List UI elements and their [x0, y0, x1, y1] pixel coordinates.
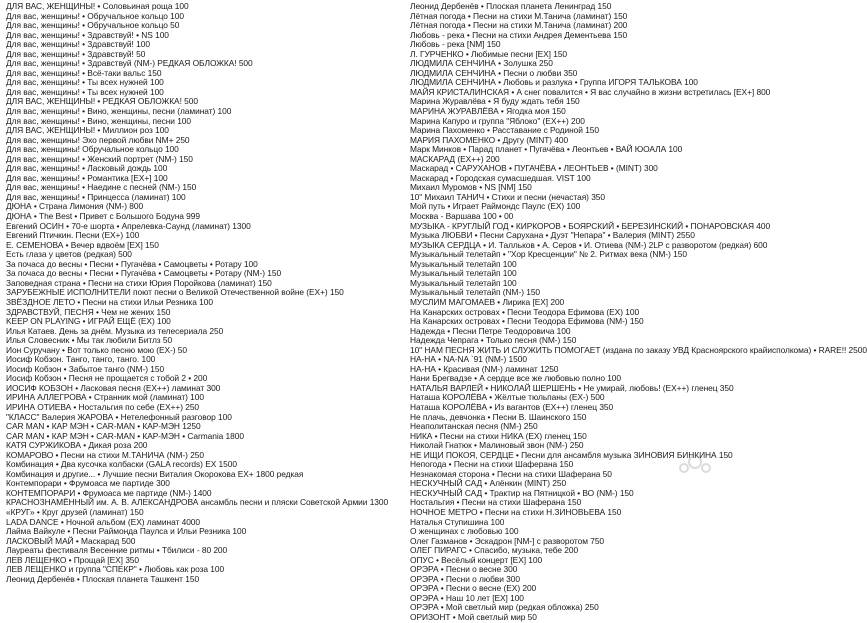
- list-item: Л. ГУРЧЕНКО • Любимые песни [EX] 150: [410, 48, 568, 59]
- list-item: МАРИЯ ПАХОМЕНКО • Другу (MINT) 400: [410, 134, 569, 145]
- list-item: Николай Гнатюк • Малиновый звон (NM-) 250: [410, 440, 584, 451]
- list-item: Любовь - река [NM] 150: [410, 39, 501, 50]
- list-item: Музыкальный телетайп 100: [410, 258, 517, 269]
- list-item: Для вас, женщины! • Обручальное кольцо 100: [6, 10, 184, 21]
- list-item: CAR MAN • КАР МЭН • CAR-MAN • КАР-МЭН • Carmania 1800: [6, 430, 244, 441]
- list-item: За почаса до весны • Песни • Пугачёва • Самоцветы • Ротару (NM-) 150: [6, 268, 282, 279]
- list-item: Комбинация • Два кусочка колбаски (GALA records) EX 1500: [6, 459, 237, 470]
- list-item: На Канарских островах • Песни Теодора Ефимова (EX) 100: [410, 306, 640, 317]
- list-item: Для вас, женщины! • Вино, женщины, песни 100: [6, 115, 192, 126]
- list-item: Мой путь • Играет Раймондс Паулс (EX) 100: [410, 201, 581, 212]
- list-item: Для вас, женщины! • Ласковый дождь 100: [6, 163, 168, 174]
- list-item: KEEP ON PLAYING • ИГРАЙ ЕЩЁ (EX) 100: [6, 316, 171, 327]
- list-item: Маскарад • САРУХАНОВ • ПУГАЧЁВА • ЛЕОНТЬЕВ • (MINT) 300: [410, 163, 658, 174]
- list-item: МУЗЫКА СЕРДЦА • И. Талльков • А. Серов • И. Отиева (NM-) 2LP с разворотом (редкая) 600: [410, 239, 768, 250]
- list-item: ДЮНА • Страна Лимония (NM-) 800: [6, 201, 144, 212]
- list-item: ОРЭРА • Наш 10 лет [EX] 100: [410, 592, 524, 603]
- list-item: Иосиф Кобзон. Танго, танго, танго. 100: [6, 354, 156, 365]
- list-item: О женщинах с любовью 100: [410, 526, 519, 537]
- list-item: "КЛАСС" Валерия ЖАРОВА • Нетелефонный разговор 100: [6, 411, 232, 422]
- list-item: Для вас, женщины! • Обручальное кольцо 50: [6, 20, 180, 31]
- list-item: Для вас, женщины! • Женский портрет (NM-) 150: [6, 153, 193, 164]
- list-item: За почаса до весны • Песни • Пугачёва • Самоцветы • Ротару 100: [6, 258, 258, 269]
- list-item: МАСКАРАД (EX++) 200: [410, 153, 500, 164]
- list-item: Евгений Птичкин. Песни (EX+) 100: [6, 230, 140, 241]
- list-item: Для вас, женщины! • Здравствуй (NM-) РЕДКАЯ ОБЛОЖКА! 500: [6, 58, 253, 69]
- list-item: CAR MAN • КАР МЭН • CAR-MAN • КАР-МЭН 1250: [6, 421, 201, 432]
- list-item: НЕСКУЧНЫЙ САД • Трактир на Пятницкой • ВО (NM-) 150: [410, 487, 634, 498]
- list-item: Для вас, женщины! • Наедине с песней (NM-) 150: [6, 182, 197, 193]
- list-item: ДЮНА • The Best • Привет с Большого Бодуна 999: [6, 211, 201, 222]
- list-item: ЛЕВ ЛЕЩЕНКО • Прощай [EX] 350: [6, 554, 140, 565]
- list-item: Музыкальный телетайп 100: [410, 268, 517, 279]
- list-item: Марк Минков • Парад планет • Пугачёва • Леонтьев • ВАЙ ЮОАЛА 100: [410, 144, 683, 155]
- list-item: ОРЭРА • Песни о весне 300: [410, 564, 518, 575]
- list-item: Контемпорари • Фрумоаса ме партиде 300: [6, 478, 170, 489]
- list-item: 10" НАМ ПЕСНЯ ЖИТЬ И СЛУЖИТЬ ПОМОГАЕТ (издана по заказу УВД Красноярского крайисполкома) • RARE!! 2500: [410, 344, 867, 355]
- list-item: ОРЭРА • Песни о любви 300: [410, 573, 520, 584]
- list-item: Надежда • Песни Петре Теодоровича 100: [410, 325, 571, 336]
- list-item: На Канарских островах • Песни Теодора Ефимова (NM-) 150: [410, 316, 644, 327]
- list-item: Ностальгия • Песни на стихи Шаферана 150: [410, 497, 582, 508]
- list-item: НИКА • Песни на стихи НИКА (EX) гленец 150: [410, 430, 587, 441]
- list-item: Неаполитанская песня (NM-) 250: [410, 421, 538, 432]
- list-item: НА-НА • Красивая (NM-) ламинат 1250: [410, 363, 559, 374]
- list-item: Илья Словесник • Мы так любили Битлз 50: [6, 335, 173, 346]
- list-item: КРАСНОЗНАМЁННЫЙ им. А. В. АЛЕКСАНДРОВА ансамбль песни и пляски Советской Армии 1300: [6, 497, 389, 508]
- left-column: [6, 2, 402, 584]
- list-item: ОРЭРА • Мой светлый мир (редкая обложка) 250: [410, 602, 599, 613]
- list-item: КАТЯ СУРЖИКОВА • Дикая роза 200: [6, 440, 148, 451]
- list-item: Иосиф Кобзон • Забытое танго (NM-) 150: [6, 363, 165, 374]
- list-item: Незнакомая сторона • Песни на стихи Шаферана 50: [410, 468, 612, 479]
- list-item: Наталья Ступишина 100: [410, 516, 505, 527]
- list-item: Лайма Вайкуле • Песни Раймонда Паулса и Ильи Резника 100: [6, 526, 247, 537]
- list-item: Для вас, женщины! • Всё-таки вальс 150: [6, 67, 162, 78]
- list-item: ИРИНА ОТИЕВА • Ностальгия по себе (EX++) 250: [6, 401, 200, 412]
- list-item: Для вас, женщины! • Принцесса (ламинат) 100: [6, 191, 186, 202]
- list-item: КОМАРОВО • Песни на стихи М.ТАНИЧА (NM-) 250: [6, 449, 204, 460]
- list-item: НАТАЛЬЯ ВАРЛЕЙ • НИКОЛАЙ ШЕРШЕНЬ • Не умирай, любовь! (EX++) гленец 350: [410, 382, 734, 393]
- list-item: Лауреаты фестиваля Весенние ритмы • Тбилиси - 80 200: [6, 545, 228, 556]
- list-item: Наташа КОРОЛЁВА • Жёлтые тюльпаны (EX-) 500: [410, 392, 605, 403]
- list-item: ЗАРУБЕЖНЫЕ ИСПОЛНИТЕЛИ поют песни о Великой Отечественной войне (EX+) 150: [6, 287, 344, 298]
- list-item: ЗДРАВСТВУЙ, ПЕСНЯ • Чем не жених 150: [6, 306, 171, 317]
- list-item: ЛЕВ ЛЕЩЕНКО и группа "СПЕКР" • Любовь как роза 100: [6, 564, 225, 575]
- list-item: НОЧНОЕ МЕТРО • Песни на стихи Н.ЗИНОВЬЕВА 150: [410, 506, 622, 517]
- list-item: Леонид Дербенёв • Плоская планета Ленинград 150: [410, 1, 612, 11]
- list-item: Для вас, женщины! Эхо первой любви NM+ 250: [6, 134, 190, 145]
- list-item: Для вас, женщины! • Здравствуй! 100: [6, 39, 150, 50]
- list-item: Музыка ЛЮБВИ • Песни Сарухана • Дуэт "Непара" • Валерия (MINT) 2550: [410, 230, 695, 241]
- list-item: Марина Капуро и группа "Яблоко" (EX++) 200: [410, 115, 585, 126]
- list-item: ДЛЯ ВАС, ЖЕНЩИНЫ! • Миллион роз 100: [6, 125, 169, 136]
- list-item: «КРУГ» • Круг друзей (ламинат) 150: [6, 506, 144, 517]
- list-item: Есть глаза у цветов (редкая) 500: [6, 249, 132, 260]
- list-item: Любовь - река • Песни на стихи Андрея Дементьева 150: [410, 29, 628, 40]
- list-item: МУСЛИМ МАГОМАЕВ • Лирика [EX] 200: [410, 296, 565, 307]
- list-item: Для вас, женщины! • Романтика [EX+] 100: [6, 172, 168, 183]
- list-item: Надежда Чепрага • Только песня (NM-) 150: [410, 335, 577, 346]
- list-item: Михаил Муромов • NS [NM] 150: [410, 182, 532, 193]
- list-item: Леонид Дербенёв • Плоская планета Ташкент 150: [6, 573, 200, 584]
- list-item: Музыкальный телетайп • "Хор Кресценции" № 2. Ритмах века (NM-) 150: [410, 249, 687, 260]
- list-item: LADA DANCE • Ночной альбом (EX) ламинат 4000: [6, 516, 201, 527]
- list-item: Для вас, женщины! Обручальное кольцо 100: [6, 144, 179, 155]
- watermark-logo-icon: [678, 452, 712, 476]
- list-item: Лётная погода • Песни на стихи М.Танича (ламинат) 150: [410, 10, 628, 21]
- list-item: Непогода • Песни на стихи Шаферана 150: [410, 459, 574, 470]
- list-item: ДЛЯ ВАС, ЖЕНЩИНЫ! • РЕДКАЯ ОБЛОЖКА! 500: [6, 96, 198, 107]
- list-item: Для вас, женщины! • Ты всех нужней 100: [6, 86, 164, 97]
- list-item: Музыкальный телетайп (NM-) 150: [410, 287, 541, 298]
- list-item: МАРИНА ЖУРАВЛЁВА • Ягодка моя 150: [410, 106, 566, 117]
- list-item: НЕ ИЩИ ПОКОЯ, СЕРДЦЕ • Песни для ансамбля музыка ЗИНОВИЯ БИНКИНА 150: [410, 449, 733, 460]
- list-item: Комбинация и другие... • Лучшие песни Виталия Окорокова EX+ 1800 редкая: [6, 468, 304, 479]
- list-item: ОРИЗОНТ • Мой светлый мир 50: [410, 612, 537, 622]
- list-item: ИОСИФ КОБЗОН • Ласковая песня (EX++) ламинат 300: [6, 382, 221, 393]
- list-item: Наташа КОРОЛЁВА • Из вагантов (EX++) гленец 350: [410, 401, 614, 412]
- list-item: Маскарад • Городская сумасшедшая. VIST 100: [410, 172, 591, 183]
- list-item: ОЛЕГ ПИРАГС • Спасибо, музыка, тебе 200: [410, 545, 579, 556]
- list-item: НА-НА • NA-NA `91 (NM-) 1500: [410, 354, 527, 365]
- list-item: Москва - Варшава 100 • 00: [410, 211, 514, 222]
- list-item: Ион Суручану • Вот только песню мою (EX-) 50: [6, 344, 187, 355]
- list-item: ЛЮДМИЛА СЕНЧИНА • Золушка 250: [410, 58, 553, 69]
- list-item: Нани Брегвадзе • А сердце все же любовью полно 100: [410, 373, 622, 384]
- list-item: Марина Пахоменко • Расставание с Родиной 150: [410, 125, 600, 136]
- list-item: ЛАСКОВЫЙ МАЙ • Маскарад 500: [6, 535, 136, 546]
- list-item: Для вас, женщины! • Вино, женщины, песни (ламинат) 100: [6, 106, 232, 117]
- list-item: ОРЭРА • Песни о весне (EX) 200: [410, 583, 537, 594]
- list-item: Е. СЕМЕНОВА • Вечер вдвоём [EX] 150: [6, 239, 159, 250]
- list-item: ИРИНА АЛЛЕГРОВА • Странник мой (ламинат) 100: [6, 392, 204, 403]
- list-item: Для вас, женщины! • Ты всех нужней 100: [6, 77, 164, 88]
- list-item: ОПУС • Весёлый концерт [EX] 100: [410, 554, 543, 565]
- list-item: Олег Газманов • Эскадрон [NM-] с разворотом 750: [410, 535, 605, 546]
- list-item: Илья Катаев. День за днём. Музыка из телесериала 250: [6, 325, 224, 336]
- list-item: Евгений ОСИН • 70-е шорта • Апрелевка-Саунд (ламинат) 1300: [6, 220, 251, 231]
- list-item: ДЛЯ ВАС, ЖЕНЩИНЫ! • Соловьиная роща 100: [6, 1, 189, 11]
- list-item: КОНТЕМПОРАРИ • Фрумоаса ме партиде (NM-) 1400: [6, 487, 212, 498]
- list-item: Марина Журавлёва • Я буду ждать тебя 150: [410, 96, 580, 107]
- list-item: ЛЮДМИЛА СЕНЧИНА • Любовь и разлука • Группа ИГОРЯ ТАЛЬКОВА 100: [410, 77, 698, 88]
- right-column: [410, 1, 867, 623]
- list-item: Иосиф Кобзон • Песня не прощается с тобой 2 • 200: [6, 373, 208, 384]
- list-item: Заповедная страна • Песни на стихи Юрия Поройкова (ламинат) 150: [6, 277, 272, 288]
- list-item: Для вас, женщины! • Здравствуй! • NS 100: [6, 29, 169, 40]
- list-item: ЛЮДМИЛА СЕНЧИНА • Песни о любви 350: [410, 67, 578, 78]
- list-item: 10" Михаил ТАНИЧ • Стихи и песни (нечастая) 350: [410, 191, 606, 202]
- list-item: Для вас, женщины! • Здравствуй! 50: [6, 48, 146, 59]
- list-item: Не плачь, девчонка • Песни В. Шаинского 150: [410, 411, 587, 422]
- list-item: МУЗЫКА - КРУГЛЫЙ ГОД • КИРКОРОВ • БОЯРСКИЙ • БЕРЕЗИНСКИЙ • ПОНАРОВСКАЯ 400: [410, 220, 771, 231]
- list-item: НЕСКУЧНЫЙ САД • Алёнкин (MINT) 250: [410, 478, 567, 489]
- list-item: Музыкальный телетайп 100: [410, 277, 517, 288]
- list-item: ЗВЁЗДНОЕ ЛЕТО • Песни на стихи Ильи Резника 100: [6, 296, 213, 307]
- list-item: МАЙЯ КРИСТАЛИНСКАЯ • А снег повалится • Я вас случайно в жизни встретилась [EX+] 800: [410, 86, 771, 97]
- list-item: Лётная погода • Песни на стихи М.Танича (ламинат) 200: [410, 20, 628, 31]
